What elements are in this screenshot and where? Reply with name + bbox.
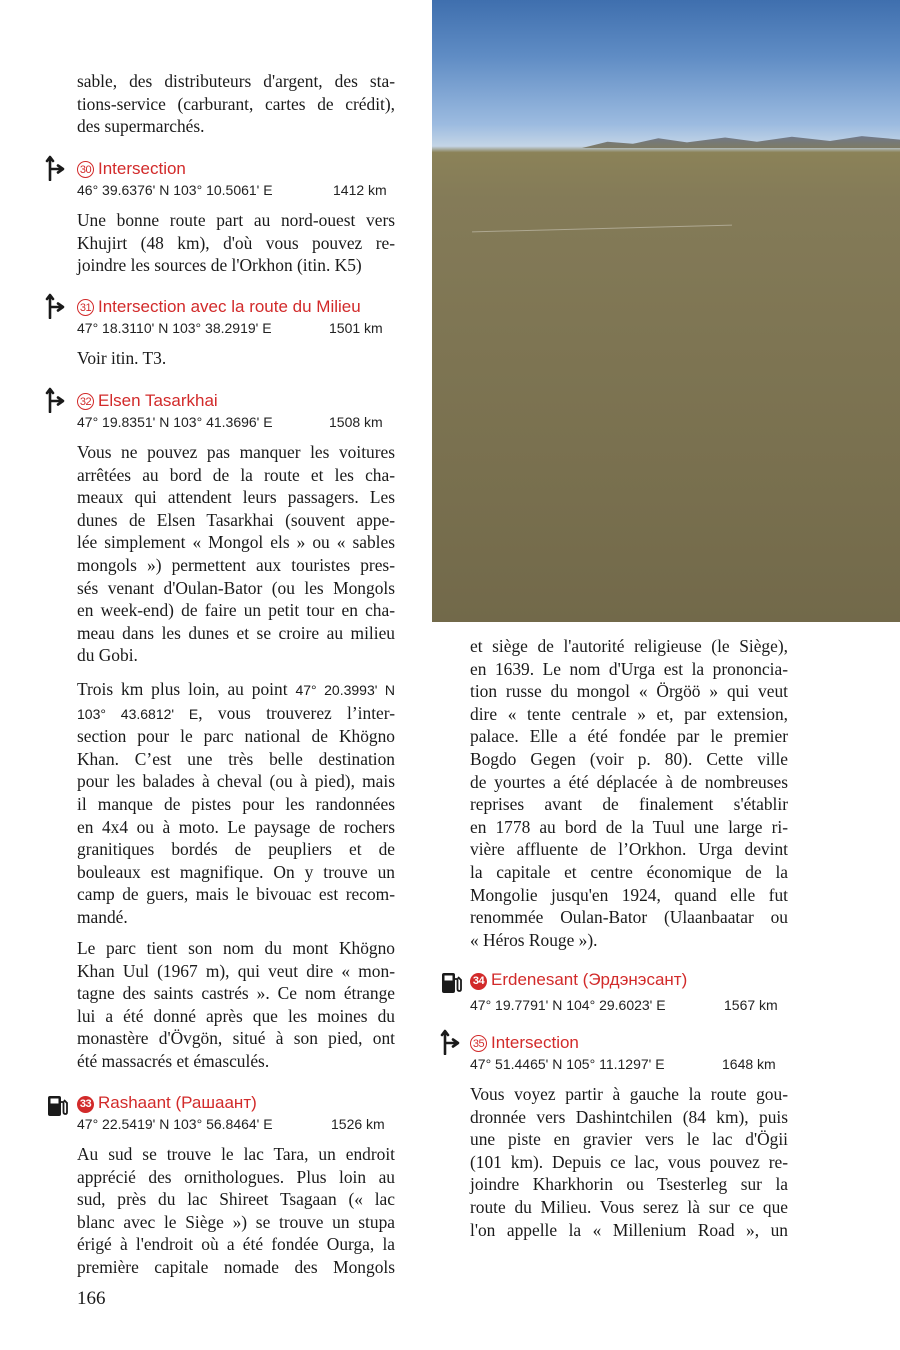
text-line: Vous voyez partir à gauche la route gou- [470, 1084, 788, 1104]
section-30-text [77, 209, 395, 277]
text-line: joindre Kharkhorin ou Tsesterleg sur la [470, 1174, 788, 1195]
text-line: section pour le parc national de Khögno [77, 726, 395, 747]
text-line: dunes de Elsen Tasarkhai (souvent appe- [77, 509, 395, 530]
turn-right-icon [440, 1029, 462, 1055]
text-line: Voir itin. T3. [77, 348, 167, 368]
text-line: pour les balades à cheval (ou à pied), mais [77, 771, 395, 792]
section-title-text: Intersection [98, 159, 186, 178]
section-title-text: Rashaant (Рашаант) [98, 1093, 257, 1112]
text-line: dire « tente centrale » et, par extension, [470, 703, 788, 724]
fuel-pump-icon [46, 1093, 68, 1119]
gps-coordinates [77, 413, 383, 431]
text-line: meau dans les dunes et se croire au milieu [77, 622, 395, 643]
gps-coordinates [470, 1055, 776, 1073]
text-line: sud, près du lac Shireet Tsagaan (« lac [77, 1189, 395, 1210]
ourga-continuation-paragraph [470, 635, 788, 951]
text-line: granitiques bordés de peupliers et de [77, 839, 395, 860]
section-title-35 [470, 1033, 579, 1053]
text-line: la capitale et centre économique de la [470, 861, 788, 882]
text-line: Khan. C’est une très belle destination [77, 748, 395, 769]
text-line: Mongolie jusqu'en 1924, quand elle fut [470, 884, 788, 905]
section-32-paragraph-3 [77, 937, 395, 1073]
gps-coordinates [470, 996, 778, 1014]
section-title-text: Elsen Tasarkhai [98, 391, 218, 410]
text-line: de yourtes a été déplacée à de nombreuses [470, 771, 788, 792]
text-line: première capitale nomade des Mongols [77, 1256, 395, 1277]
section-number-badge: 35 [470, 1035, 487, 1052]
gps-coordinates [77, 1115, 385, 1133]
text-line: été massacrés et émasculés. [77, 1050, 270, 1071]
text-line: mongols ») permettent aux touristes pres- [77, 554, 395, 575]
text-line: l'on appelle la « Millenium Road », un [470, 1219, 788, 1240]
text-line: sés venant d'Oulan-Bator (ou les Mongols [77, 577, 395, 598]
text-line [77, 678, 395, 702]
section-title-text: Intersection [491, 1033, 579, 1052]
photo-gobi-steppe [432, 0, 900, 622]
section-number-badge: 30 [77, 161, 94, 178]
coords-text: 46° 39.6376' N 103° 10.5061' E [77, 182, 273, 198]
text-line: en 1639. Le nom d'Urga est la prononcia- [470, 658, 788, 679]
section-title-33 [77, 1093, 257, 1113]
section-title-31 [77, 297, 361, 317]
section-35-text [470, 1083, 788, 1241]
text-line: meaux qui attendent leurs passagers. Les [77, 487, 395, 508]
text-line: palace. Elle a été fondée par le premier [470, 726, 788, 747]
text-line: Au sud se trouve le lac Tara, un endroit [77, 1144, 395, 1164]
text-line: en week-end) de faire un petit tour en cha- [77, 600, 395, 621]
text-line: mandé. [77, 906, 128, 927]
text-line: Le parc tient son nom du mont Khögno [77, 938, 395, 958]
distance-km: 1508 km [329, 414, 383, 430]
text-line: arrêtées au bord de la route et les cha- [77, 464, 395, 485]
text-line: joindre les sources de l'Orkhon (itin. K5) [77, 255, 362, 276]
section-32-paragraph-1 [77, 441, 395, 667]
section-32-paragraph-2 [77, 678, 395, 929]
text-line: en 1778 au bord de la Tuul une large ri- [470, 816, 788, 837]
text-line: tagne des saints castrés ». Ce nom étrange [77, 983, 395, 1004]
gps-coordinates [77, 181, 387, 199]
coords-text: 47° 19.7791' N 104° 29.6023' E [470, 997, 666, 1013]
text-line: érigé à l'endroit où a été fondée Ourga, la [77, 1234, 395, 1255]
text-line: route du Milieu. Vous serez là sur ce que [470, 1196, 788, 1217]
section-31-text [77, 347, 395, 370]
section-title-30 [77, 159, 186, 179]
text-line: Khujirt (48 km), d'où vous pouvez re- [77, 232, 395, 253]
coords-text: 47° 22.5419' N 103° 56.8464' E [77, 1116, 273, 1132]
section-33-text [77, 1143, 395, 1279]
text-line: tions-service (carburant, cartes de crédit), [77, 93, 395, 114]
distance-km: 1526 km [331, 1116, 385, 1132]
text-line: camp de guers, mais le bivouac est recom- [77, 884, 395, 905]
text-run: , vous trouverez l’inter- [198, 702, 395, 723]
page-number: 166 [77, 1288, 106, 1309]
coords-text: 47° 51.4465' N 105° 11.1297' E [470, 1056, 665, 1072]
turn-right-icon [45, 293, 67, 319]
fuel-pump-icon [440, 970, 462, 996]
text-line: reprises avant de finalement s'établir [470, 794, 788, 815]
mountain-ridge [582, 134, 900, 148]
coords-text: 47° 19.8351' N 103° 41.3696' E [77, 414, 273, 430]
section-number-badge: 31 [77, 299, 94, 316]
text-line: monastère d'Övgön, situé à son pied, ont [77, 1028, 395, 1049]
text-line: renommée Oulan-Bator (Ulaanbaatar ou [470, 907, 788, 928]
text-run: Trois km plus loin, au point [77, 679, 296, 699]
inline-coords: 103° 43.6812' E [77, 705, 199, 722]
section-number-badge: 34 [470, 973, 487, 990]
distance-km: 1567 km [724, 997, 778, 1013]
text-line: une piste en gravier vers le lac d'Ögii [470, 1129, 788, 1150]
text-line: Khan Uul (1967 m), qui veut dire « mon- [77, 960, 395, 981]
text-line: Bogdo Gegen (voir p. 80). Cette ville [470, 748, 788, 769]
text-line: sable, des distributeurs d'argent, des sta- [77, 71, 395, 91]
text-line: bouleaux est magnifique. On y trouve un [77, 861, 395, 882]
section-title-34 [470, 970, 687, 990]
inline-coords: 47° 20.3993' N [295, 682, 395, 698]
text-line: en 4x4 ou à moto. Le paysage de rochers [77, 816, 395, 837]
text-line: « Héros Rouge »). [470, 929, 598, 950]
distance-km: 1412 km [333, 182, 387, 198]
intro-paragraph [77, 70, 395, 138]
section-title-text: Erdenesant (Эрдэнэсант) [491, 970, 688, 989]
text-line: et siège de l'autorité religieuse (le Siège), [470, 636, 788, 656]
text-line: apprécié des ornithologues. Plus loin au [77, 1166, 395, 1187]
distance-km: 1501 km [329, 320, 383, 336]
text-line: il manque de pistes pour les randonnées [77, 793, 395, 814]
text-line: Vous ne pouvez pas manquer les voitures [77, 442, 395, 462]
turn-right-icon [45, 387, 67, 413]
vehicle-track [472, 225, 732, 233]
section-title-text: Intersection avec la route du Milieu [98, 297, 361, 316]
text-line: dronnée vers Dashintchilen (84 km), puis [470, 1106, 788, 1127]
section-title-32 [77, 391, 218, 411]
distance-km: 1648 km [722, 1056, 776, 1072]
text-line [77, 702, 395, 726]
text-line: des supermarchés. [77, 116, 205, 137]
text-line: lui a été donné après que les moines du [77, 1005, 395, 1026]
text-line: du Gobi. [77, 645, 138, 666]
section-number-badge: 32 [77, 393, 94, 410]
coords-text: 47° 18.3110' N 103° 38.2919' E [77, 320, 272, 336]
text-line: (101 km). Depuis ce lac, vous pouvez re- [470, 1151, 788, 1172]
text-line: blanc avec le Siège ») se trouve un stupa [77, 1211, 395, 1232]
text-line: vière affluente de l’Orkhon. Urga devint [470, 839, 788, 860]
text-line: tion russe du mongol « Örgöö » qui veut [470, 681, 788, 702]
text-line: Une bonne route part au nord-ouest vers [77, 210, 395, 230]
gps-coordinates [77, 319, 383, 337]
section-number-badge: 33 [77, 1096, 94, 1113]
turn-right-icon [45, 155, 67, 181]
text-line: lée simplement « Mongol els » ou « sables [77, 532, 395, 553]
